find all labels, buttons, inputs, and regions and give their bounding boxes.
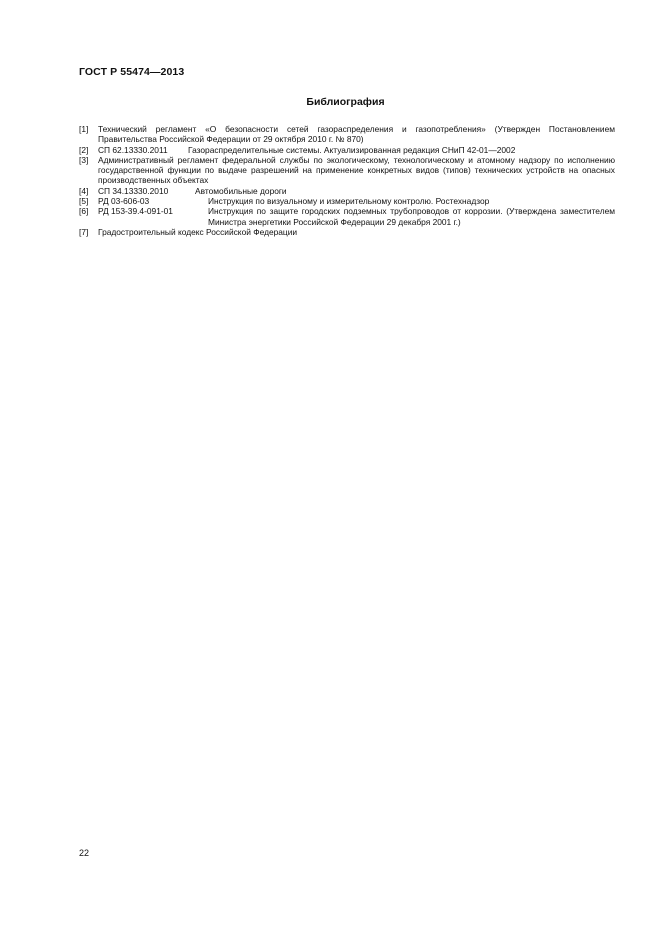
bibliography-entry-text: Газораспределительные системы. Актуализированная редакция СНиП 42-01—2002	[188, 144, 516, 155]
bibliography-entry-number: [1]	[79, 124, 89, 134]
document-standard-code: ГОСТ Р 55474—2013	[79, 66, 185, 78]
bibliography-entry-number: [5]	[79, 196, 89, 207]
bibliography-list	[79, 124, 615, 237]
bibliography-entry-text: Инструкция по защите городских подземных трубопроводов от коррозии. (Утверждена заместителем Министра энергетики Российской Федерации 29 декабря 2001 г.)	[208, 206, 615, 227]
bibliography-entry-code: РД 153-39.4-091-01	[98, 206, 173, 217]
bibliography-entry-2	[79, 145, 615, 155]
bibliography-entry-text: Автомобильные дороги	[195, 185, 287, 196]
bibliography-entry-text: Технический регламент «О безопасности сетей газораспределения и газопотребления» (Утвержден Постановлением Правительства Российской Федерации от 29 октября 2010 г. № 870)	[98, 124, 615, 145]
bibliography-entry-number: [3]	[79, 154, 89, 165]
bibliography-entry-6	[79, 206, 615, 227]
bibliography-entry-number: [4]	[79, 185, 89, 196]
bibliography-entry-number: [6]	[79, 206, 89, 217]
bibliography-entry-code: СП 34.13330.2010	[98, 185, 169, 196]
bibliography-entry-1	[79, 124, 615, 145]
bibliography-entry-text: Градостроительный кодекс Российской Федерации	[98, 226, 298, 237]
bibliography-title: Библиография	[306, 96, 385, 108]
bibliography-entry-number: [2]	[79, 144, 89, 155]
bibliography-entry-code: СП 62.13330.2011	[98, 144, 168, 155]
bibliography-entry-3	[79, 155, 615, 186]
bibliography-entry-7	[79, 227, 615, 237]
bibliography-entry-text: Административный регламент федеральной службы по экологическому, технологическому и атомному надзору по исполнению государственной функции по выдаче разрешений на применение конкретных видов (типов) технических устройств на опасных производственных объектах	[98, 154, 615, 186]
page-number: 22	[79, 848, 90, 858]
bibliography-entry-number: [7]	[79, 226, 89, 237]
bibliography-entry-4	[79, 186, 615, 196]
bibliography-entry-text: Инструкция по визуальному и измерительному контролю. Ростехнадзор	[208, 196, 490, 207]
bibliography-entry-code: РД 03-606-03	[98, 196, 150, 207]
bibliography-entry-5	[79, 196, 615, 206]
